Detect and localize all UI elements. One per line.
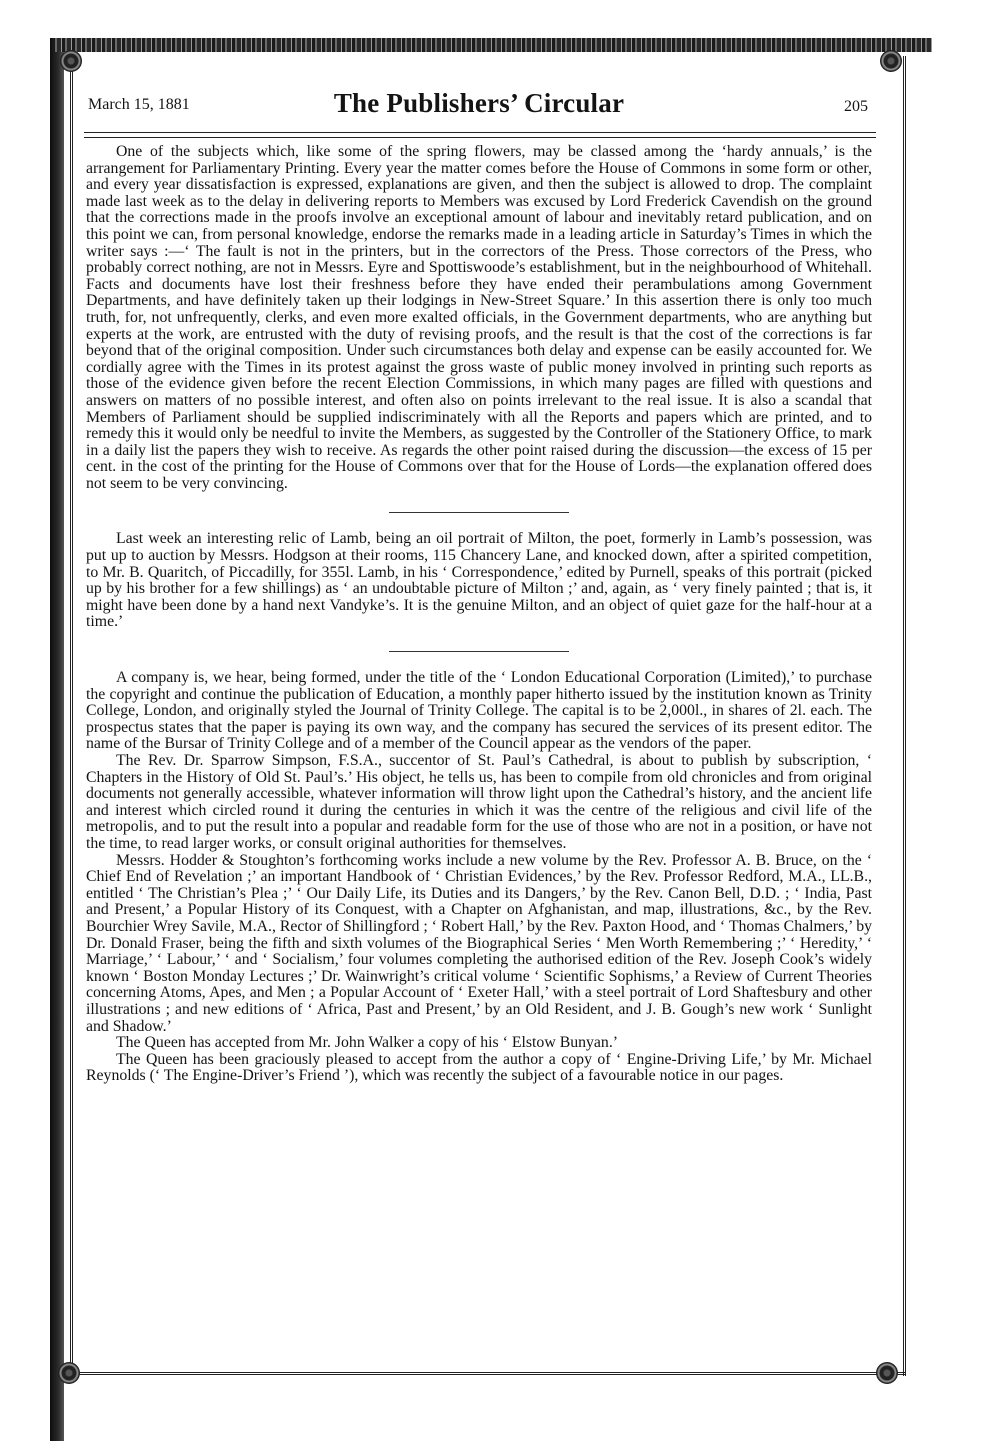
paragraph-hodder-stoughton: Messrs. Hodder & Stoughton’s forthcoming works include a new volume by the Rev. Professor A. B. Bruce, on the ‘ Chief End of Revelation ;’ an important Handbook of ‘ Christian Evidences,’ by the Rev. Professor Redford, M.A., LL.B., entitled ‘ The Christian’s Plea ;’ ‘ Our Daily Life, its Duties and its Dangers,’ by the Rev. Canon Bell, D.D. ; ‘ India, Past and Present,’ a Popular History of its Conquest, with a Chapter on Afghanistan, and map, illustrations, &c., by the Rev. Bourchier Wrey Savile, M.A., Rector of Shillingford ; ‘ Robert Hall,’ by the Rev. Paxton Hood, and ‘ Thomas Chalmers,’ by Dr. Donald Fraser, being the fifth and sixth volumes of the Biographical Series ‘ Men Worth Remembering ;’ ‘ Heredity,’ ‘ Marriage,’ ‘ Labour,’ ‘ and ‘ Socialism,’ four volumes completing the authorised edition of the Rev. Joseph Cook’s widely known ‘ Boston Monday Lectures ;’ Dr. Wainwright’s critical volume ‘ Scientific Sophisms,’ a Review of Current Theories concerning Atoms, Apes, and Men ; a Popular Account of ‘ Exeter Hall,’ with a steel portrait of Lord Shaftesbury and other illustrations ; and new editions of ‘ Africa, Past and Present,’ by an Old Resident, and J. B. Gough’s new work ‘ Sunlight and Shadow.’	[86, 851, 872, 1035]
page-border-bottom	[70, 1372, 906, 1379]
paragraph-engine-driving-life: The Queen has been graciously pleased to accept from the author a copy of ‘ Engine-Driving Life,’ by Mr. Michael Reynolds (‘ The Engine-Driver’s Friend ’), which was recently the subject of a favourable notice in our pages.	[86, 1050, 872, 1085]
article-body	[86, 144, 872, 1085]
section-separator	[389, 512, 569, 513]
page-number: 205	[844, 98, 868, 115]
header-rule	[84, 132, 876, 138]
paragraph-educational-corporation: A company is, we hear, being formed, under the title of the ‘ London Educational Corporation (Limited),’ to purchase the copyright and continue the publication of Education, a monthly paper hitherto issued by the institution known as Trinity College, London, and originally styled the Journal of Trinity College. The capital is to be 2,000l., in shares of 2l. each. The prospectus states that the paper is paying its own way, and the company has secured the services of its present editor. The name of the Bursar of Trinity College and of a member of the Council appear as the vendors of the paper.	[86, 669, 872, 753]
corner-ornament-icon	[876, 1362, 898, 1384]
page-header	[84, 88, 874, 124]
issue-date: March 15, 1881	[88, 96, 190, 113]
corner-ornament-icon	[60, 50, 82, 72]
corner-ornament-icon	[58, 1362, 80, 1384]
scan-top-edge	[52, 38, 932, 52]
publication-title: The Publishers’ Circular	[333, 88, 625, 118]
corner-ornament-icon	[880, 50, 902, 72]
binding-spine	[50, 38, 64, 1441]
paragraph-old-st-pauls: The Rev. Dr. Sparrow Simpson, F.S.A., succentor of St. Paul’s Cathedral, is about to publish by subscription, ‘ Chapters in the History of Old St. Paul’s.’ His object, he tells us, has been to compile from old chronicles and from original documents not generally accessible, whatever information will throw light upon the Cathedral’s history, and the ancient life and interest which circled round it during the centuries in which it was the centre of the religious and civil life of the metropolis, and to put the result into a popular and readable form for the use of those who are not in a position, or have not the time, to read larger works, or consult original authorities for themselves.	[86, 752, 872, 852]
paragraph-elstow-bunyan: The Queen has accepted from Mr. John Walker a copy of his ‘ Elstow Bunyan.’	[116, 1034, 619, 1052]
paragraph-milton-portrait: Last week an interesting relic of Lamb, being an oil portrait of Milton, the poet, formerly in Lamb’s possession, was put up to auction by Messrs. Hodgson at their rooms, 115 Chancery Lane, and knocked down, after a spirited competition, to Mr. B. Quaritch, of Piccadilly, for 355l. Lamb, in his ‘ Correspondence,’ edited by Purnell, speaks of this portrait (picked up by his brother for a few shillings) as ‘ an undoubtable picture of Milton ;’ and, again, as ‘ very finely painted ; that is, it might have been done by a hand next Vandyke’s. It is the genuine Milton, and an object of quiet gaze for the half-hour at a time.’	[86, 530, 872, 631]
section-separator	[389, 651, 569, 652]
paragraph-parliamentary-printing: One of the subjects which, like some of the spring flowers, may be classed among the ‘hardy annuals,’ is the arrangement for Parliamentary Printing. Every year the matter comes before the House of Commons in some form or other, and every year dissatisfaction is expressed, explanations are given, and then the subject is allowed to drop. The complaint made last week as to the delay in delivering reports to Members was excused by Lord Frederick Cavendish on the ground that the corrections made in the proofs involve an exceptional amount of labour and inevitably retard publication, and on this point we can, from personal knowledge, endorse the remarks made in a leading article in Saturday’s Times in which the writer says :—‘ The fault is not in the printers, but in the correctors of the Press. Those correctors of the Press, who probably correct nothing, are not in Messrs. Eyre and Spottiswoode’s establishment, but in the neighbourhood of Whitehall. Facts and documents have lost their freshness before they have ended their perambulations among Government Departments, and have definitely taken up their lodgings in New-Street Square.’ In this assertion there is only too much truth, for, not unfrequently, clerks, and even more exalted officials, in the Government departments, who are anything but experts at the work, are entrusted with the duty of revising proofs, and the result is that the cost of the corrections is far beyond that of the original composition. Under such circumstances both delay and expense can be easily accounted for. We cordially agree with the Times in its protest against the gross waste of public money involved in printing such reports as those of the evidence given before the recent Election Commissions, in which many pages are filled with questions and answers on matters of no possible interest, and often also on points irrelevant to the real issue. It is also a scandal that Members of Parliament should be supplied indiscriminately with all the Reports and papers which are printed, and to remedy this it would only be needful to invite the Members, as suggested by the Controller of the Stationery Office, to mark in a daily list the papers they wish to receive. As regards the other point raised during the discussion—the excess of 15 per cent. in the cost of the printing for the House of Commons over that for the House of Lords—the explanation offered does not seem to be very convincing.	[86, 143, 872, 492]
